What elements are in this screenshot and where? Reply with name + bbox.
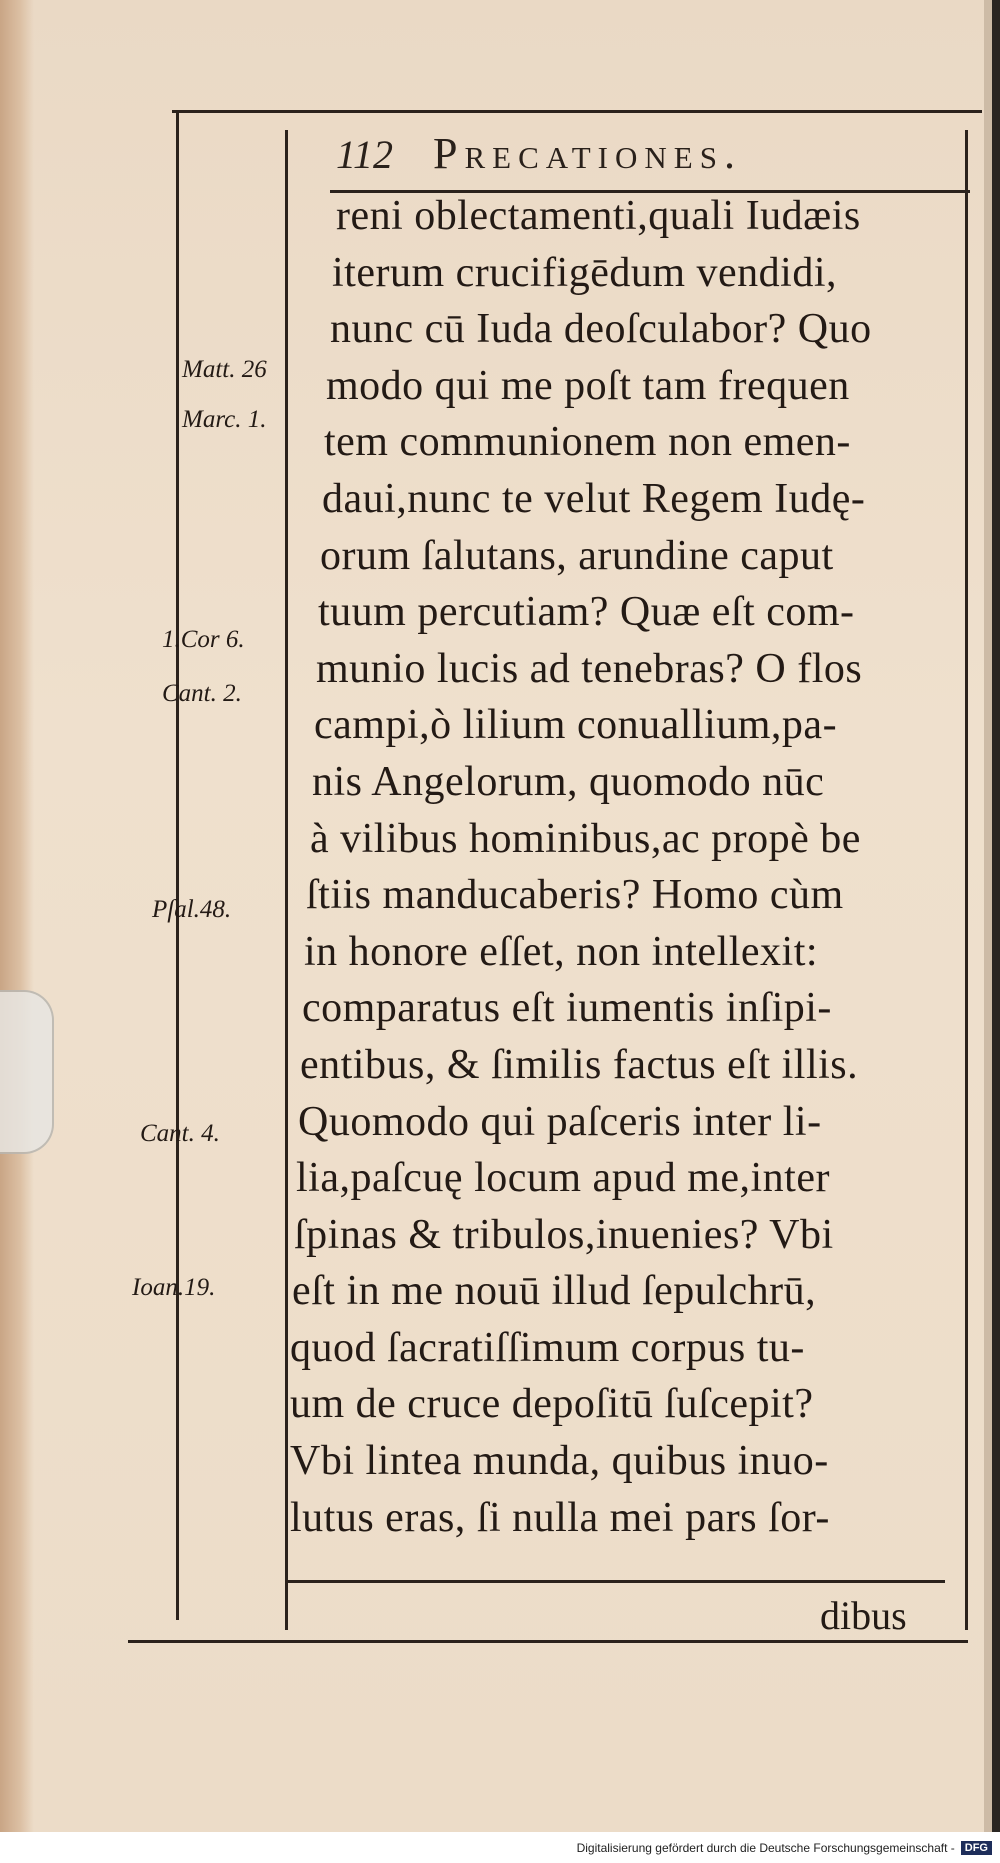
text-line: Quomodo qui paſceris inter li- xyxy=(298,1098,822,1145)
catchword: dibus xyxy=(820,1593,907,1638)
bottom-rule xyxy=(128,1640,968,1643)
margin-note: Ioan.19. xyxy=(132,1274,216,1301)
page-header xyxy=(336,128,976,188)
text-line: ſtiis manducaberis? Homo cùm xyxy=(306,872,844,919)
footer-credit: Digitalisierung gefördert durch die Deutsche Forschungsgemeinschaft - xyxy=(576,1840,955,1855)
text-line: iterum crucifigēdum vendidi, xyxy=(332,249,838,296)
text-line: lia,paſcuę locum apud me,inter xyxy=(296,1155,830,1202)
text-line: tuum percutiam? Quæ eſt com- xyxy=(318,589,855,636)
text-line: comparatus eſt iumentis inſipi- xyxy=(302,985,832,1032)
text-line: campi,ò lilium conuallium,pa- xyxy=(314,702,838,749)
right-rule xyxy=(965,130,968,1630)
text-line: nis Angelorum, quomodo nūc xyxy=(312,758,825,805)
digitization-footer xyxy=(0,1832,1000,1863)
text-line: modo qui me poſt tam frequen xyxy=(326,362,850,409)
outer-left-rule xyxy=(176,110,179,1620)
bottom-text-rule xyxy=(285,1580,945,1583)
text-line: tem communionem non emen- xyxy=(324,419,851,466)
dfg-logo: DFG xyxy=(961,1841,992,1855)
text-line: reni oblectamenti,quali Iudæis xyxy=(336,193,861,239)
margin-note: Marc. 1. xyxy=(182,406,267,433)
text-line: nunc cū Iuda deoſculabor? Quo xyxy=(330,306,872,353)
column-rule xyxy=(285,130,288,1630)
page-tab xyxy=(0,990,54,1154)
body-text xyxy=(290,188,958,1546)
margin-note: Pſal.48. xyxy=(152,896,232,923)
margin-note: Cant. 2. xyxy=(162,680,242,707)
margin-note: Cant. 4. xyxy=(140,1120,220,1147)
text-line: orum ſalutans, arundine caput xyxy=(320,532,834,579)
text-line: in honore eſſet, non intellexit: xyxy=(304,928,819,975)
margin-note: 1.Cor 6. xyxy=(162,626,245,653)
text-line: munio lucis ad tenebras? O flos xyxy=(316,645,863,692)
text-line: ſpinas & tribulos,inuenies? Vbi xyxy=(294,1211,834,1258)
text-line: um de cruce depoſitū ſuſcepit? xyxy=(290,1381,814,1428)
text-line: à vilibus hominibus,ac propè be xyxy=(310,815,861,862)
text-line: daui,nunc te velut Regem Iudę- xyxy=(322,475,866,522)
text-line: eſt in me nouū illud ſepulchrū, xyxy=(292,1268,817,1315)
top-rule xyxy=(172,110,982,113)
margin-note: Matt. 26 xyxy=(182,356,267,383)
text-line: Vbi lintea munda, quibus inuo- xyxy=(290,1438,829,1485)
running-head: Precationes. xyxy=(433,129,742,178)
text-line: entibus, & ſimilis factus eſt illis. xyxy=(300,1041,859,1088)
page-number: 112 xyxy=(336,132,394,177)
text-line: lutus eras, ſi nulla mei pars ſor- xyxy=(290,1494,830,1541)
text-line: quod ſacratiſſimum corpus tu- xyxy=(290,1324,805,1371)
